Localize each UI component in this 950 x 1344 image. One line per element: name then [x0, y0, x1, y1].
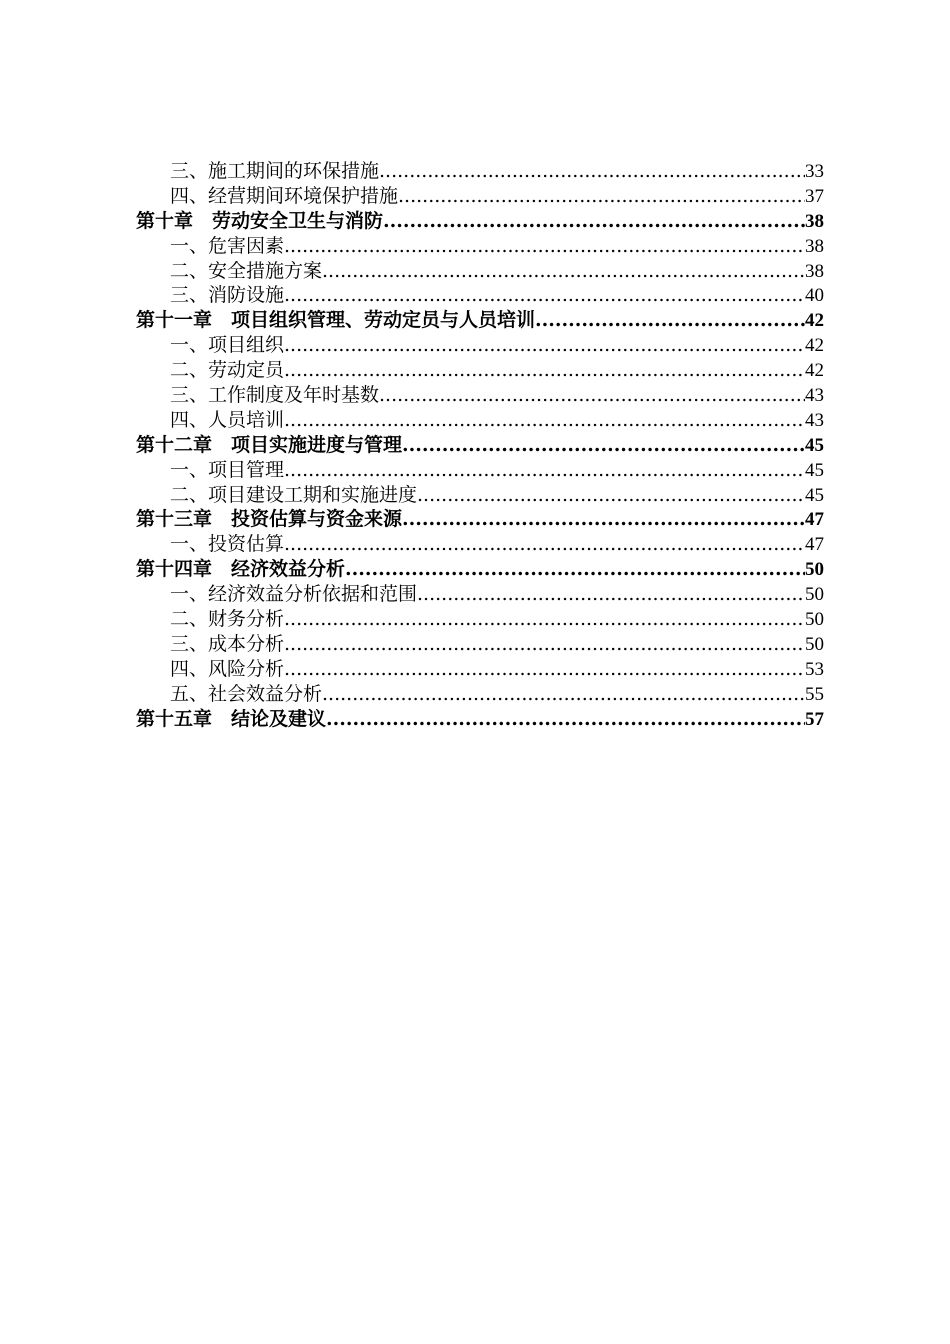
- toc-dot-leader: [284, 607, 805, 632]
- toc-entry-chapter[interactable]: [136, 433, 824, 458]
- toc-entry-title: 五、社会效益分析: [170, 682, 323, 705]
- toc-entry-page: 50: [805, 633, 824, 655]
- toc-entry-title: 三、施工期间的环保措施: [170, 160, 380, 182]
- toc-dot-leader: [379, 383, 805, 408]
- toc-entry-title: 一、危害因素: [170, 234, 285, 257]
- toc-entry-page: 50: [805, 559, 824, 581]
- toc-entry-page: 42: [805, 360, 824, 382]
- toc-entry-section[interactable]: [136, 259, 824, 284]
- toc-entry-title: 四、经营期间环境保护措施: [170, 184, 399, 207]
- toc-entry-section[interactable]: [136, 408, 824, 433]
- toc-entry-section[interactable]: [136, 458, 824, 483]
- toc-entry-chapter[interactable]: [136, 209, 824, 234]
- toc-entry-title: 一、项目管理: [170, 458, 285, 481]
- toc-entry-chapter[interactable]: [136, 507, 824, 532]
- toc-dot-leader: [284, 283, 805, 308]
- toc-entry-page: 47: [805, 534, 824, 556]
- toc-entry-title: 二、劳动定员: [170, 359, 285, 382]
- toc-entry-title: 一、经济效益分析依据和范围: [170, 583, 418, 606]
- toc-dot-leader: [322, 682, 805, 707]
- toc-entry-page: 53: [805, 658, 824, 680]
- toc-entry-section[interactable]: [136, 532, 824, 557]
- toc-entry-title: 第十章 劳动安全卫生与消防: [136, 209, 384, 232]
- toc-entry-title: 四、人员培训: [170, 408, 285, 431]
- toc-dot-leader: [417, 483, 805, 508]
- toc-entry-page: 43: [805, 385, 824, 407]
- toc-entry-title: 三、工作制度及年时基数: [170, 384, 380, 407]
- toc-entry-page: 50: [805, 609, 824, 631]
- toc-entry-page: 38: [805, 235, 824, 257]
- toc-entry-title: 二、财务分析: [170, 608, 285, 631]
- toc-dot-leader: [417, 582, 805, 607]
- toc-dot-leader: [398, 184, 805, 209]
- toc-entry-title: 第十四章 经济效益分析: [136, 558, 346, 581]
- toc-entry-section[interactable]: [136, 657, 824, 682]
- toc-entry-page: 38: [805, 210, 824, 232]
- toc-entry-section[interactable]: [136, 184, 824, 209]
- toc-dot-leader: [535, 308, 805, 333]
- toc-dot-leader: [284, 532, 805, 557]
- toc-entry-title: 一、投资估算: [170, 533, 285, 556]
- toc-entry-title: 三、消防设施: [170, 284, 285, 307]
- toc-dot-leader: [379, 159, 805, 184]
- toc-dot-leader: [284, 234, 805, 259]
- toc-entry-chapter[interactable]: [136, 308, 824, 333]
- toc-entry-section[interactable]: [136, 159, 824, 184]
- toc-dot-leader: [383, 209, 805, 234]
- toc-entry-page: 45: [805, 484, 824, 506]
- toc-dot-leader: [402, 433, 805, 458]
- toc-entry-title: 二、安全措施方案: [170, 259, 323, 282]
- toc-entry-page: 40: [805, 285, 824, 307]
- toc-entry-title: 第十三章 投资估算与资金来源: [136, 508, 403, 531]
- toc-dot-leader: [402, 507, 805, 532]
- toc-dot-leader: [284, 657, 805, 682]
- toc-entry-section[interactable]: [136, 234, 824, 259]
- toc-dot-leader: [322, 259, 805, 284]
- toc-dot-leader: [326, 707, 805, 732]
- toc-entry-title: 第十五章 结论及建议: [136, 707, 327, 730]
- toc-entry-section[interactable]: [136, 333, 824, 358]
- toc-entry-chapter[interactable]: [136, 707, 824, 732]
- toc-dot-leader: [345, 557, 805, 582]
- toc-entry-section[interactable]: [136, 632, 824, 657]
- toc-entry-section[interactable]: [136, 383, 824, 408]
- toc-dot-leader: [284, 632, 805, 657]
- toc-entry-title: 第十一章 项目组织管理、劳动定员与人员培训: [136, 309, 536, 332]
- toc-entry-page: 55: [805, 683, 824, 705]
- toc-entry-page: 50: [805, 584, 824, 606]
- toc-entry-page: 47: [805, 509, 824, 531]
- table-of-contents: [136, 159, 824, 731]
- toc-entry-page: 45: [805, 434, 824, 456]
- toc-entry-page: 57: [805, 708, 824, 730]
- toc-entry-page: 38: [805, 260, 824, 282]
- toc-entry-page: 37: [805, 185, 824, 207]
- toc-entry-page: 33: [805, 161, 824, 182]
- toc-dot-leader: [284, 408, 805, 433]
- toc-entry-title: 三、成本分析: [170, 632, 285, 655]
- toc-entry-title: 二、项目建设工期和实施进度: [170, 483, 418, 506]
- toc-dot-leader: [284, 458, 805, 483]
- toc-entry-section[interactable]: [136, 682, 824, 707]
- toc-entry-section[interactable]: [136, 607, 824, 632]
- toc-entry-chapter[interactable]: [136, 557, 824, 582]
- toc-entry-title: 一、项目组织: [170, 334, 285, 357]
- toc-entry-section[interactable]: [136, 358, 824, 383]
- toc-entry-section[interactable]: [136, 582, 824, 607]
- toc-entry-page: 45: [805, 459, 824, 481]
- toc-dot-leader: [284, 358, 805, 383]
- toc-entry-title: 四、风险分析: [170, 657, 285, 680]
- toc-entry-section[interactable]: [136, 283, 824, 308]
- toc-entry-section[interactable]: [136, 483, 824, 508]
- toc-entry-page: 42: [805, 335, 824, 357]
- toc-entry-page: 42: [805, 310, 824, 332]
- toc-entry-page: 43: [805, 409, 824, 431]
- toc-dot-leader: [284, 333, 805, 358]
- toc-entry-title: 第十二章 项目实施进度与管理: [136, 433, 403, 456]
